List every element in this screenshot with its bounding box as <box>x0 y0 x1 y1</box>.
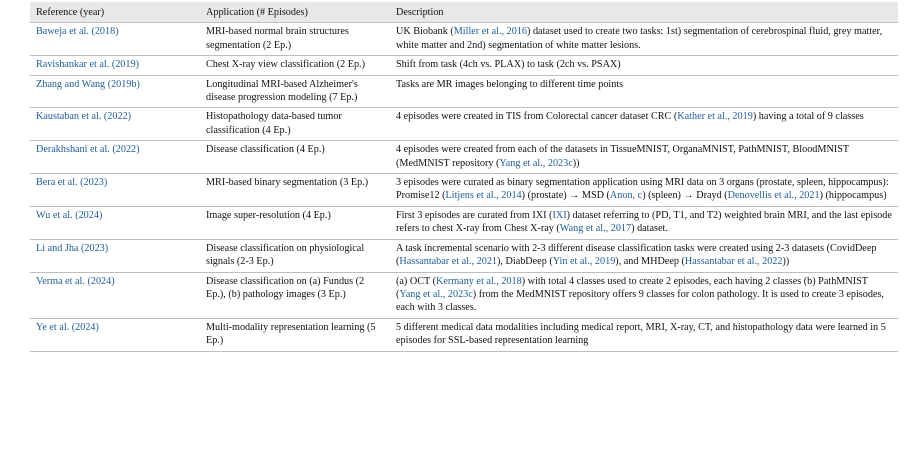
application-cell: Histopathology data-based tumor classification (4 Ep.) <box>200 108 390 141</box>
citation-link[interactable]: Anon, c <box>609 190 643 202</box>
citation-link[interactable]: Yin et al., 2019 <box>552 256 616 268</box>
description-text: ), DiabDeep ( <box>497 256 553 268</box>
table-row <box>30 141 898 174</box>
reference-cell <box>30 23 200 56</box>
description-text: ) (spleen) → Drayd ( <box>642 190 728 202</box>
description-cell <box>390 75 898 108</box>
reference-link[interactable]: Verma et al. (2024) <box>36 275 115 287</box>
application-cell: Disease classification on physiological signals (2-3 Ep.) <box>200 239 390 272</box>
citation-link[interactable]: Litjens et al., 2014 <box>445 190 522 202</box>
citation-link[interactable]: Miller et al., 2016 <box>453 26 528 38</box>
table-row <box>30 174 898 207</box>
application-cell: Longitudinal MRI-based Alzheimer's disease progression modeling (7 Ep.) <box>200 75 390 108</box>
reference-link[interactable]: Ye et al. (2024) <box>36 321 99 333</box>
description-text: ) (prostate) → MSD ( <box>521 190 610 202</box>
citation-link[interactable]: Hassantabar et al., 2022 <box>684 256 783 268</box>
table-row <box>30 272 898 318</box>
application-cell: Disease classification (4 Ep.) <box>200 141 390 174</box>
description-text: UK Biobank ( <box>396 26 454 38</box>
header-description: Description <box>396 7 444 18</box>
description-text: 4 episodes were created in TIS from Colorectal cancer dataset CRC ( <box>396 111 678 123</box>
table-row <box>30 23 898 56</box>
description-text: Tasks are MR images belonging to different time points <box>396 78 624 90</box>
description-text: A task incremental scenario with 2-3 different disease classification tasks were created using 2-3 datasets (CovidDeep ( <box>396 242 877 268</box>
application-cell: Chest X-ray view classification (2 Ep.) <box>200 56 390 75</box>
description-text: ) with total 4 classes used to create 2 episodes, each having 2 classes (b) PathMNIST ( <box>396 275 868 300</box>
table-row <box>30 318 898 351</box>
description-text: ) having a total of 9 classes <box>752 111 864 123</box>
description-cell <box>390 141 898 174</box>
reference-link[interactable]: Kaustaban et al. (2022) <box>36 111 132 123</box>
description-text: Shift from task (4ch vs. PLAX) to task (2ch vs. PSAX) <box>396 59 621 71</box>
table-body <box>30 23 898 351</box>
application-cell: MRI-based normal brain structures segmentation (2 Ep.) <box>200 23 390 56</box>
description-text: ) (hippocampus) <box>819 190 887 202</box>
reference-link[interactable]: Baweja et al. (2018) <box>36 26 119 38</box>
reference-cell <box>30 56 200 75</box>
reference-link[interactable]: Derakhshani et al. (2022) <box>36 144 140 156</box>
reference-cell <box>30 75 200 108</box>
application-cell: Multi-modality representation learning (5 Ep.) <box>200 318 390 351</box>
description-text: First 3 episodes are curated from IXI ( <box>396 209 553 221</box>
application-cell: MRI-based binary segmentation (3 Ep.) <box>200 174 390 207</box>
reference-cell <box>30 108 200 141</box>
application-cell: Disease classification on (a) Fundus (2 Ep.), (b) pathology images (3 Ep.) <box>200 272 390 318</box>
table-row <box>30 206 898 239</box>
description-cell <box>390 108 898 141</box>
citation-link[interactable]: Kather et al., 2019 <box>677 111 753 123</box>
description-cell <box>390 272 898 318</box>
description-cell <box>390 56 898 75</box>
table-row <box>30 239 898 272</box>
application-cell: Image super-resolution (4 Ep.) <box>200 206 390 239</box>
description-text: (a) OCT ( <box>396 275 436 287</box>
description-text: 5 different medical data modalities including medical report, MRI, X-ray, CT, and histopathology data were learned in 5 episodes for SSL-based representation learning <box>396 321 886 347</box>
description-text: ) dataset used to create two tasks: 1st) segmentation of cerebrospinal fluid, grey matter, white matter and 2nd) segmentation of white matter lesions. <box>396 26 883 51</box>
reference-cell <box>30 174 200 207</box>
description-cell <box>390 239 898 272</box>
description-cell <box>390 174 898 207</box>
citation-link[interactable]: Yang et al., 2023c <box>399 288 473 300</box>
description-text: )) <box>782 256 790 268</box>
description-text: ) dataset referring to (PD, T1, and T2) weighted brain MRI, and the last episode refers to chest X-ray from Chest X-ray ( <box>396 209 892 235</box>
table-header <box>30 2 898 23</box>
reference-cell <box>30 239 200 272</box>
citation-link[interactable]: Yang et al., 2023c <box>499 157 573 169</box>
description-text: 4 episodes were created from each of the datasets in TissueMNIST, OrganaMNIST, PathMNIST, BloodMNIST (MedMNIST repository ( <box>396 144 849 169</box>
description-cell <box>390 23 898 56</box>
reference-cell <box>30 318 200 351</box>
reference-link[interactable]: Zhang and Wang (2019b) <box>36 78 140 90</box>
header-application: Application (# Episodes) <box>206 7 308 18</box>
citation-link[interactable]: Kermany et al., 2018 <box>435 275 522 287</box>
reference-link[interactable]: Wu et al. (2024) <box>36 209 103 221</box>
citation-link[interactable]: Wang et al., 2017 <box>559 223 632 235</box>
description-text: ) from the MedMNIST repository offers 9 classes for colon pathology. It is used to create 3 episodes, each with 3 classes. <box>396 288 884 314</box>
description-text: )) <box>572 157 580 169</box>
citation-link[interactable]: Hassantabar et al., 2021 <box>399 256 498 268</box>
reference-cell <box>30 141 200 174</box>
citation-link[interactable]: IXI <box>552 209 567 221</box>
citation-link[interactable]: Denovellis et al., 2021 <box>727 190 820 202</box>
description-text: 3 episodes were curated as binary segmentation application using MRI data on 3 organs (prostate, spleen, hippocampus): Promise12 ( <box>396 177 889 202</box>
reference-link[interactable]: Bera et al. (2023) <box>36 177 108 189</box>
description-cell <box>390 206 898 239</box>
description-cell <box>390 318 898 351</box>
table-row <box>30 56 898 75</box>
reference-cell <box>30 272 200 318</box>
header-reference: Reference (year) <box>36 7 105 18</box>
header-row <box>30 2 898 23</box>
reference-link[interactable]: Li and Jha (2023) <box>36 242 109 254</box>
description-text: ) dataset. <box>631 223 668 235</box>
table-row <box>30 75 898 108</box>
description-text: ), and MHDeep ( <box>615 256 685 268</box>
table-row <box>30 108 898 141</box>
reference-link[interactable]: Ravishankar et al. (2019) <box>36 59 139 71</box>
reference-cell <box>30 206 200 239</box>
literature-table <box>30 2 898 352</box>
